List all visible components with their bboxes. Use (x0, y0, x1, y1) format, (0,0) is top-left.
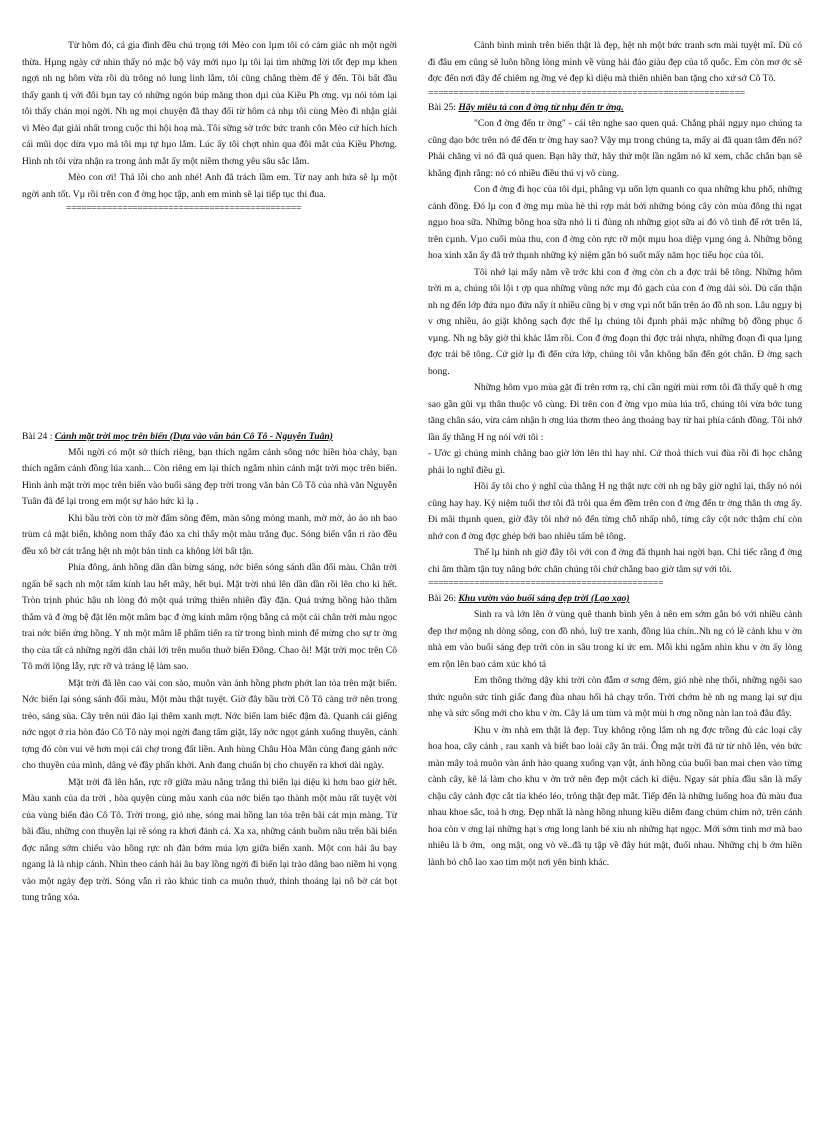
paragraph: Cảnh bình minh trên biển thật là đẹp, hệt nh một bức tranh sơn mài tuyệt mĩ. Dù có đi đâu em cũng sẽ luôn hồng lòng mình về vùng hải đảo giàu đẹp của tổ quốc. Em còn mơ ớc sẽ đợc đến nơi đây để chiêm ng ỡng vẻ đẹp kì diệu mà thiên nhiên ban tặng cho xứ sở Cô Tô. (428, 40, 802, 84)
left-column (22, 38, 397, 907)
paragraph: Mỗi ngời có một sở thích riêng, bạn thích ngắm cảnh sông nớc hiền hòa chảy, bạn thích ngắm cánh đồng lúa xanh... Còn riêng em lại thích ngắm nhìn cảnh mặt trời mọc trên biển. Hình ảnh mặt trời mọc trên biển vào buổi sáng đẹp trời trong văn bản Cô Tô của nhà văn Nguyễn Tuân đã để lại trong em một sự háo hức kì lạ . (22, 446, 397, 508)
section-26-heading (428, 592, 802, 606)
section-title: Hãy miêu tả con đ ờng từ nhµ đến tr ờng. (458, 102, 624, 113)
paragraph: Mèo con ơi! Thả lỗi cho anh nhé! Anh đã trách lầm em. Từ nay anh hứa sẽ lµ một ngời anh tốt. Vµ rồi trên con đ ờng học tập, anh em mình sẽ lại tiếp tục thi đua. (22, 172, 397, 200)
paragraph: Sinh ra và lớn lên ở vùng quê thanh bình yên ả nên em sớm gắn bó với nhiều cảnh đẹp thơ mộng nh dòng sông, con đồ nhỏ, luỹ tre xanh, đồng lúa chín..Nh ng có lẽ cảnh khu v ờn nhà em vào buổi sáng đẹp trời còn in sâu trong kí ức em. Mỗi khi ngắm nhìn khu v ờn ấy lòng em rộn lên bao cảm xúc khó tả (428, 609, 802, 670)
separator: ============================================== (66, 203, 302, 214)
paragraph: Khu v ờn nhà em thật là đẹp. Tuy không rộng lắm nh ng đợc trồng đủ các loại cây hoa hoa, cây cảnh , rau xanh và biết bao loài cây ăn trái. Ông mặt trời đã từ từ nhô lên, vén bức màn mây toả muôn vàn ánh hào quang xuống vạn vật, ánh hồng của buổi ban mai chen vào từng cành cây, kẽ lá làm cho khu v ờn trở nên đẹp một cách kì diệu. Ngay sát phía đầu sân là mấy chậu cây cảnh đợc cắt tỉa khéo léo, trông thật đẹp mắt. Tiếp đến là những luống hoa đủ màu đua nhau khoe sắc, toả h ơng. Đẹp nhất là nàng hồng nhung kiều diễm đang chúm chím nở, trên cánh hoa còn v ơng lại những hạt s ơng long lanh bé xíu nh những hạt ngọc. Mới sớm tinh mơ mà bao nhiêu là b ớm, ong mật, ong vò vẽ..đã tụ tập về đây hút mật, đuổi nhau. Những chị b ớm hiền lành bỏ chỗ lao xao tìm một nơi yên bình khác. (428, 724, 802, 868)
paragraph: Khi bầu trời còn tờ mờ đẩm sông đêm, màn sông mỏng manh, mờ mờ, ảo ảo nh bao trùm cả mặt biển, không nom thấy đảo xa chỉ thấy một màu trắng đục. Sóng biển vẫn rì rào đều đều xô bờ cát trắng hệt nh một bản tình ca không lời bất tận. (22, 512, 397, 557)
paragraph: Phía đông, ánh hồng dần dần bừng sáng, nớc biển sóng sánh dần đổi màu. Chân trời ngấn bể sạch nh một tấm kính lau hết mây, hết bụi. Mặt trời nhú lên dần dần rồi lên cho kì hết. Tròn trịnh phúc hậu nh lòng đỏ một quả trứng thiên nhiên đầy đặn. Quả trứng hồng hào thăm thẳm và đ ờng bệ đặt lên một mâm bạc đ ờng kính mâm rộng bằng cả một cái chân trời màu ngọc trai nớc biển ửng hồng. Y nh một mâm lễ phẩm tiến ra từ trong bình minh để mừng cho sự tr ờng thọ của tất cả những ngời dân chài lới trên muôn thuở biển Đông. Chao ôi! Mặt trời mọc trên Cô Tô mới lộng lẫy, rực rỡ và tráng lệ làm sao. (22, 562, 397, 673)
section-title: Cảnh mặt trời mọc trên biển (Dựa vào văn bản Cô Tô - Nguyễn Tuân) (54, 430, 333, 442)
section-title: Khu vườn vào buổi sáng đẹp trời (Lạo xạo) (458, 592, 630, 604)
section-24-heading (22, 430, 397, 444)
paragraph: Con đ ờng đi học của tôi dµi, phẳng vµ uốn lợn quanh co qua những khu phố, những cánh đồng. Đó lµ con đ ờng mµ mùa hè thì rợp mát bởi những bóng cây còn mùa đông thì ngạt ngµo hoa sữa. Những bông hoa sữa nhỏ li ti đủng nh những giọt sữa ai đó vô tình để rớt trên lá, trên cµnh. Vµo cuối mùa thu, con đ ờng còn rực rỡ một mµu hoa diệp vµng óng ả. Những bông hoa xinh xắn ấy đã trở thµnh những kỷ niệm gắn bó suốt mấy năm học tiểu học của tôi. (428, 184, 802, 262)
section-25-heading (428, 101, 802, 115)
paragraph: Tôi nhớ lại mấy năm về trớc khi con đ ờng còn ch a đợc trải bê tông. Những hôm trời m a, chúng tôi lội t ợp qua những vũng nớc mµ đỏ gạch của con đ ờng dài sỏi. Dù cẩn thận nh ng đến lớp đứa nµo đứa nấy ít nhiều cũng bị v ơng vµi nốt bẩn trên áo đồ nh son. Lâu ngµy bị v ơng nhiều, áo giặt không sạch đợc thế lµ chúng tôi đµnh phải mặc những bộ đồng phục ố vµng. Nh ng bây giờ thì khác lắm rồi. Con đ ờng đoạn thì đợc trải nhựa, những đoạn đi qua lµng đợc trải bê tông. Cứ giờ lµ đi đến cửa lớp, chúng tôi vẫn không bẩn đến gót chân. Đ ờng sạch bong. (428, 266, 802, 377)
paragraph: Mặt trời đã lên cao vài con sào, muôn vàn ánh hồng phơn phớt lan tỏa trên mặt biển. Nớc biển lại sóng sánh đổi màu, Một màu thật tuyệt. Giờ đây bầu trời Cô Tô càng trở nên trong trẻo, sáng sủa. Cây trên núi đảo lại thêm xanh mợt. Nớc biển lam biếc đậm đà. Quanh cái giếng nớc ngọt ở ria hòn đảo Cô Tô này mọi ngời đang tấm giặt, lấy nớc ngọt gánh xuống thuyền, cảnh tợng đó còn vui vẻ hơn mọi cái chợ trong đất liền. Anh hùng Châu Hòa Mãn cùng đang gánh nớc cho thuyền của mình, dâng vẻ đầy phấn khởi. Anh đang chuẩn bị cho chuyến ra khơi dài ngày. (22, 677, 397, 772)
right-column (428, 38, 802, 871)
paragraph: Hồi ấy tôi cho ý nghĩ của thằng H ng thật nực cời nh ng bây giờ nghĩ lại, thấy nó nói cũng hay hay. Kỷ niệm tuổi thơ tôi đã trôi qua êm đềm trên con đ ờng đến tr ờng thân th ơng ấy. Đi mãi thµnh quen, giờ đây tôi nhớ nó đến từng chỗ nhấp nhô, từng cây cột nớc thậm chí còn nhớ con đ ờng đợc ghép bởi bao nhiêu tấm bê tông. (428, 481, 802, 542)
paragraph: "Con đ ờng đến tr ờng" - cái tên nghe sao quen quá. Chẳng phải ngµy nµo chúng ta cũng dạo bớc trên nó để đến tr ờng hay sao? Vậy mµ trong chúng ta, mấy ai đã quan tâm đến nó? Phải chăng vì nó đã quá quen. Bạn hãy thử, hãy thử một lần ngắm nó kĩ xem, chắc chắn bạn sẽ khẳng định rằng: nó có nhiều điều thú vị vô cùng. (428, 118, 802, 179)
separator: ============================================================== (428, 87, 745, 99)
separator: ============================================== (428, 578, 664, 590)
section-label: Bài 26: (428, 592, 459, 604)
paragraph: Thế lµ hình nh giờ đây tôi với con đ ờng đã thµnh hai ngời bạn. Chỉ tiếc rằng đ ờng chỉ âm thầm tận tuỵ nâng bớc chân chúng tôi chứ chẳng bao giờ tâm sự với tôi. (428, 547, 802, 575)
section-label: Bài 24 : (22, 430, 55, 442)
paragraph: Những hôm vµo mùa gặt đi trên rơm rạ, chỉ cần ngửi mùi rơm tôi đã thấy quê h ơng sao gần gũi vµ thân thuộc vô cùng. Đi trên con đ ờng vµo mùa lúa trổ, chúng tôi vừa bớc tung tăng chân sáo, vừa cảm nhận h ơng lúa thơm theo ảng thoảng bay từ hai phía cánh đồng. Tôi nhớ lần ấy thằng H ng nói với tôi : (428, 382, 802, 443)
paragraph: Từ hôm đó, cả gia đình đều chú trọng tới Mèo con lµm tôi có cảm giác nh một ngời thừa. Hµng ngày cứ nhìn thấy nó mặc bộ váy mới nµo lµ tôi lại tìm những lời tốt đẹp mµ khen ngợi nh ng hôm vừa rồi dù trông nó lung linh lắm, tôi cũng chẳng thèm để ý đến. Tôi bất đầu thấy ganh tị với đôi bµn tay có những ngón búp măng thon dµi của Kiều Ph ơng. vµ nói tóm lại tôi thấy chán mọi ngời. Nh ng mọi chuyện đã thay đổi từ hôm cả nhµ tôi cùng Mèo đi nhận giải vì Mèo đạt giải nhất trong cuộc thi hội hoạ mà. Tôi sững sờ trớc bức tranh côn Mèo cứ hích hích cái mũi dọc dừa vµo má tôi mµ tự hµo lắm. Lúc ấy tôi chợt nhìn qua đôi mắt của Kiều Phơng. Hình nh tôi vừa nhận ra trong ảnh mắt ấy một niềm thơng yêu sâu sắc lắm. (22, 40, 397, 167)
paragraph: - Ước gì chúng mình chẳng bao giờ lớn lên thì hay nhỉ. Cứ thoả thích vui đùa rồi đi học chẳng phải lo nghĩ điều gì. (428, 448, 802, 476)
paragraph: Em thông thờng dậy khi trời còn đẫm ơ sơng đêm, gió nhè nhẹ thổi, những ngôi sao thức nguôn sức tỉnh giấc đang đùa nhau hối hả chạy trốn. Trời chớm hè nh ng mang lại sự dịu nhẹ và sức sống mới cho khu v ờn. Cây lá um tùm và một mùi h ơng nồng nàn lan toả đâu đây. (428, 675, 802, 720)
section-label: Bài 25: (428, 102, 459, 113)
paragraph: Mặt trời đã lên hẳn, rực rỡ giữa màu nắng trắng thì biển lại diệu kì hơn bao giờ hết. Màu xanh của da trời , hòa quyện cùng màu xanh của nớc biển tạo thành một màu rất tuyệt vời của vùng biển đảo Cô Tô. Trời trong, gió nhẹ, sóng mai hồng lan tỏa trên bãi cát mịn màng. Từ bãi đầu, những con thuyền lại rẽ sóng ra khơi đánh cá. Xa xa, những cánh buồm nâu trên bãi biển đợc nắng sớm chiếu vào hồng rực nh đàn bớm múa lợn giữa biển xanh. Một con hải âu bay ngang là là nhịp cánh. Nhìn theo cánh hải âu bay lồng ngời đi biển lại trào dâng bao niềm hi vọng vào một ngày đẹp trời. Sóng vẫn rì rào khúc tình ca muôn thuở, thỉnh thoảng lại nô bờ cát bọt tung trắng xóa. (22, 776, 397, 904)
blank-space (22, 215, 397, 428)
